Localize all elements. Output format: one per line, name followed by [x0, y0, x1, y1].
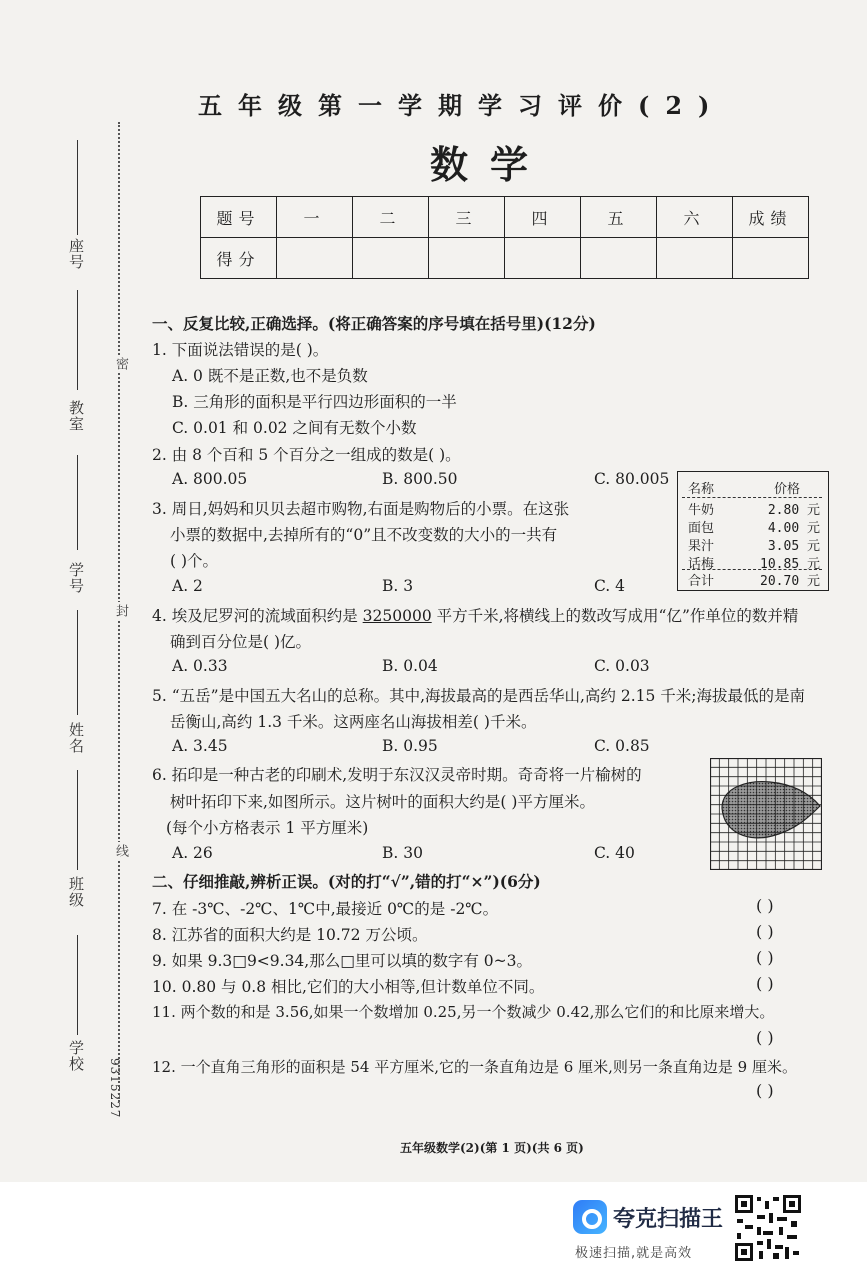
- section2-heading: 二、仔细推敲,辨析正误。(对的打“√”,错的打“×”)(6分): [152, 872, 541, 891]
- qr-code-icon: [735, 1195, 801, 1261]
- score-cell: 一: [277, 197, 353, 238]
- answer-paren-7[interactable]: ( ): [756, 896, 774, 915]
- school-line: [77, 935, 78, 1035]
- seat-label: 座号: [67, 238, 85, 270]
- score-table: [200, 196, 809, 279]
- binding-mark-feng: 封: [113, 604, 128, 617]
- q5-stem-line2: 岳衡山,高约 1.3 千米。这两座名山海拔相差( )千米。: [170, 713, 537, 731]
- score-cell: 二: [353, 197, 429, 238]
- q6-option-b: B. 30: [382, 844, 423, 862]
- q3-stem-line2: 小票的数据中,去掉所有的“0”且不改变数的大小的一共有: [170, 526, 558, 544]
- q3-option-b: B. 3: [382, 577, 414, 595]
- q3-stem-line1: 3. 周日,妈妈和贝贝去超市购物,右面是购物后的小票。在这张: [152, 500, 570, 518]
- q1-stem: 1. 下面说法错误的是( )。: [152, 341, 329, 359]
- q1-option-a: A. 0 既不是正数,也不是负数: [172, 367, 368, 385]
- answer-paren-12[interactable]: ( ): [756, 1081, 774, 1100]
- score-cell: 得分: [201, 238, 277, 279]
- class-line: [77, 770, 78, 870]
- receipt-total-name: 合计: [688, 574, 715, 589]
- q4-pre: 4. 埃及尼罗河的流域面积约是: [152, 607, 363, 625]
- answer-paren-9[interactable]: ( ): [756, 948, 774, 967]
- name-label: 姓名: [67, 722, 85, 754]
- tf-question-8: 8. 江苏省的面积大约是 10.72 万公顷。: [152, 926, 428, 944]
- receipt-item-price: 4.00 元: [767, 521, 820, 536]
- q3-stem-line3: ( )个。: [170, 552, 219, 570]
- q2-option-c: C. 80.005: [594, 470, 670, 488]
- receipt-item-price: 10.85 元: [760, 557, 820, 572]
- classroom-line: [77, 290, 78, 390]
- q3-option-a: A. 2: [172, 577, 203, 595]
- q5-stem-line1: 5. “五岳”是中国五大名山的总称。其中,海拔最高的是西岳华山,高约 2.15 千米;海拔最低的是南: [152, 687, 806, 705]
- score-cell: 三: [429, 197, 505, 238]
- class-label: 班级: [67, 876, 85, 908]
- page-footer: 五年级数学(2)(第 1 页)(共 6 页): [400, 1141, 584, 1155]
- q3-option-c: C. 4: [594, 577, 626, 595]
- q4-option-c: C. 0.03: [594, 657, 650, 675]
- shopping-receipt: [677, 471, 829, 591]
- q2-stem: 2. 由 8 个百和 5 个百分之一组成的数是( )。: [152, 446, 461, 464]
- name-line: [77, 610, 78, 715]
- score-entry-cell[interactable]: [429, 238, 505, 279]
- answer-paren-8[interactable]: ( ): [756, 922, 774, 941]
- receipt-header-price: 价格: [773, 482, 800, 497]
- q4-underlined-number: 3250000: [362, 607, 432, 625]
- student-no-line: [77, 455, 78, 550]
- score-entry-cell[interactable]: [505, 238, 581, 279]
- q4-stem-line1: [152, 604, 798, 626]
- answer-paren-10[interactable]: ( ): [756, 974, 774, 993]
- score-cell: 五: [581, 197, 657, 238]
- exam-title: 五年级第一学期学习评价(2): [198, 91, 726, 120]
- q4-post: 平方千米,将横线上的数改写成用“亿”作单位的数并精: [431, 607, 799, 625]
- binding-mark-mi: 密: [113, 357, 128, 370]
- score-entry-cell[interactable]: [353, 238, 429, 279]
- q1-option-c: C. 0.01 和 0.02 之间有无数个小数: [172, 419, 417, 437]
- q5-option-c: C. 0.85: [594, 737, 650, 755]
- score-cell: 六: [657, 197, 733, 238]
- receipt-item-name: 果汁: [688, 539, 715, 554]
- student-no-label: 学号: [67, 562, 85, 594]
- q4-option-b: B. 0.04: [382, 657, 438, 675]
- classroom-label: 教室: [67, 400, 85, 432]
- q4-stem-line2: 确到百分位是( )亿。: [170, 633, 312, 651]
- score-entry-cell[interactable]: [733, 238, 809, 279]
- receipt-divider: [682, 497, 822, 498]
- tf-question-12: 12. 一个直角三角形的面积是 54 平方厘米,它的一条直角边是 6 厘米,则另一条直角边是 9 厘米。: [152, 1058, 797, 1076]
- receipt-total-price: 20.70 元: [760, 574, 820, 589]
- score-entry-cell[interactable]: [581, 238, 657, 279]
- brand-name: 夸克扫描王: [613, 1207, 724, 1232]
- q6-stem-line2: 树叶拓印下来,如图所示。这片树叶的面积大约是( )平方厘米。: [170, 793, 595, 811]
- receipt-item-name: 话梅: [688, 557, 715, 572]
- receipt-item-price: 2.80 元: [767, 503, 820, 518]
- q6-option-c: C. 40: [594, 844, 635, 862]
- subject-title: 数学: [430, 142, 551, 187]
- quark-logo-icon: [573, 1200, 607, 1234]
- leaf-grid-figure: [710, 758, 822, 870]
- receipt-item-price: 3.05 元: [767, 539, 820, 554]
- leaf-shape: [722, 782, 820, 838]
- receipt-header-name: 名称: [688, 482, 715, 497]
- q5-option-a: A. 3.45: [172, 737, 228, 755]
- q6-stem-line1: 6. 拓印是一种古老的印刷术,发明于东汉汉灵帝时期。奇奇将一片榆树的: [152, 766, 642, 784]
- receipt-item-name: 面包: [688, 521, 715, 536]
- receipt-item-name: 牛奶: [688, 503, 715, 518]
- paper-code: 9315227: [108, 1058, 122, 1119]
- q1-option-b: B. 三角形的面积是平行四边形面积的一半: [172, 393, 457, 411]
- grid-lines: [710, 758, 822, 870]
- q5-option-b: B. 0.95: [382, 737, 438, 755]
- section1-heading: 一、反复比较,正确选择。(将正确答案的序号填在括号里)(12分): [152, 314, 596, 333]
- school-label: 学校: [67, 1040, 85, 1072]
- seat-line: [77, 140, 78, 235]
- answer-paren-11[interactable]: ( ): [756, 1028, 774, 1047]
- score-table-header-row: [201, 197, 809, 238]
- tf-question-7: 7. 在 -3℃、-2℃、1℃中,最接近 0℃的是 -2℃。: [152, 900, 499, 918]
- q6-option-a: A. 26: [172, 844, 213, 862]
- binding-mark-xian: 线: [113, 844, 128, 857]
- score-entry-cell[interactable]: [657, 238, 733, 279]
- q2-option-b: B. 800.50: [382, 470, 458, 488]
- brand-slogan: 极速扫描,就是高效: [575, 1246, 693, 1261]
- score-entry-cell[interactable]: [277, 238, 353, 279]
- score-cell: 四: [505, 197, 581, 238]
- score-cell: 成绩: [733, 197, 809, 238]
- q6-stem-line3: (每个小方格表示 1 平方厘米): [166, 819, 369, 837]
- tf-question-10: 10. 0.80 与 0.8 相比,它们的大小相等,但计数单位不同。: [152, 978, 545, 996]
- q4-option-a: A. 0.33: [172, 657, 228, 675]
- score-cell: 题号: [201, 197, 277, 238]
- q2-option-a: A. 800.05: [172, 470, 248, 488]
- tf-question-11: 11. 两个数的和是 3.56,如果一个数增加 0.25,另一个数减少 0.42,那么它们的和比原来增大。: [152, 1003, 775, 1021]
- score-table-score-row: [201, 238, 809, 279]
- tf-question-9: 9. 如果 9.3□9<9.34,那么□里可以填的数字有 0~3。: [152, 952, 533, 970]
